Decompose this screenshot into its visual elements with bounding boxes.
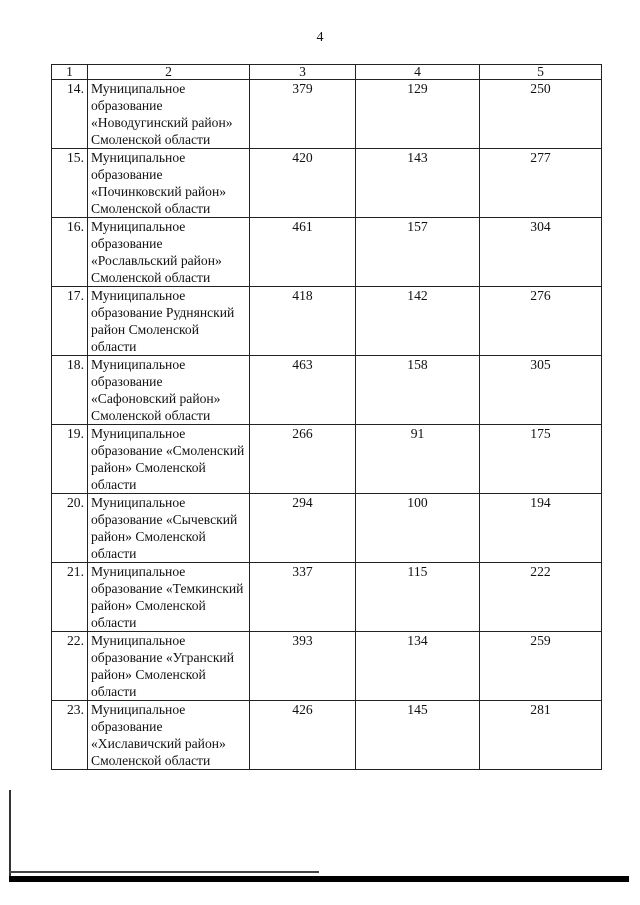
municipality-name: Муниципальное образование «Сычевский район» Смоленской области [88,494,250,563]
value-col-4: 142 [356,287,480,356]
value-col-3: 294 [250,494,356,563]
table-row [52,563,602,632]
row-number: 20. [52,494,88,563]
row-number: 14. [52,80,88,149]
value-col-5: 222 [480,563,602,632]
value-col-4: 134 [356,632,480,701]
row-number: 23. [52,701,88,770]
column-header: 1 [52,65,88,80]
scan-edge-bar [9,876,629,882]
value-col-4: 157 [356,218,480,287]
value-col-5: 276 [480,287,602,356]
value-col-4: 115 [356,563,480,632]
value-col-3: 393 [250,632,356,701]
municipality-name: Муниципальное образование «Рославльский район» Смоленской области [88,218,250,287]
row-number: 21. [52,563,88,632]
column-header: 4 [356,65,480,80]
column-header: 5 [480,65,602,80]
municipality-name: Муниципальное образование Руднянский район Смоленской области [88,287,250,356]
column-header: 3 [250,65,356,80]
table-row [52,356,602,425]
value-col-5: 175 [480,425,602,494]
value-col-5: 250 [480,80,602,149]
value-col-3: 266 [250,425,356,494]
value-col-4: 129 [356,80,480,149]
margin-line [9,790,11,880]
row-number: 15. [52,149,88,218]
municipality-name: Муниципальное образование «Угранский район» Смоленской области [88,632,250,701]
table-header-row [52,65,602,80]
page-number: 4 [316,30,324,45]
value-col-5: 277 [480,149,602,218]
table-row [52,494,602,563]
table-row [52,425,602,494]
row-number: 16. [52,218,88,287]
value-col-5: 194 [480,494,602,563]
data-table [51,64,602,770]
column-header: 2 [88,65,250,80]
value-col-4: 100 [356,494,480,563]
row-number: 19. [52,425,88,494]
table-row [52,632,602,701]
municipality-name: Муниципальное образование «Новодугинский район» Смоленской области [88,80,250,149]
table-row [52,80,602,149]
row-number: 18. [52,356,88,425]
value-col-5: 281 [480,701,602,770]
value-col-4: 143 [356,149,480,218]
value-col-3: 337 [250,563,356,632]
table-row [52,218,602,287]
table-row [52,701,602,770]
value-col-5: 305 [480,356,602,425]
municipality-name: Муниципальное образование «Темкинский район» Смоленской области [88,563,250,632]
scan-edge-line [9,871,319,873]
row-number: 17. [52,287,88,356]
municipality-name: Муниципальное образование «Хиславичский район» Смоленской области [88,701,250,770]
value-col-3: 463 [250,356,356,425]
municipality-name: Муниципальное образование «Сафоновский район» Смоленской области [88,356,250,425]
municipality-name: Муниципальное образование «Смоленский район» Смоленской области [88,425,250,494]
municipality-name: Муниципальное образование «Починковский район» Смоленской области [88,149,250,218]
value-col-3: 418 [250,287,356,356]
table-row [52,287,602,356]
value-col-3: 426 [250,701,356,770]
value-col-4: 91 [356,425,480,494]
value-col-5: 304 [480,218,602,287]
table-row [52,149,602,218]
value-col-4: 145 [356,701,480,770]
row-number: 22. [52,632,88,701]
value-col-3: 461 [250,218,356,287]
value-col-3: 420 [250,149,356,218]
value-col-5: 259 [480,632,602,701]
value-col-4: 158 [356,356,480,425]
value-col-3: 379 [250,80,356,149]
